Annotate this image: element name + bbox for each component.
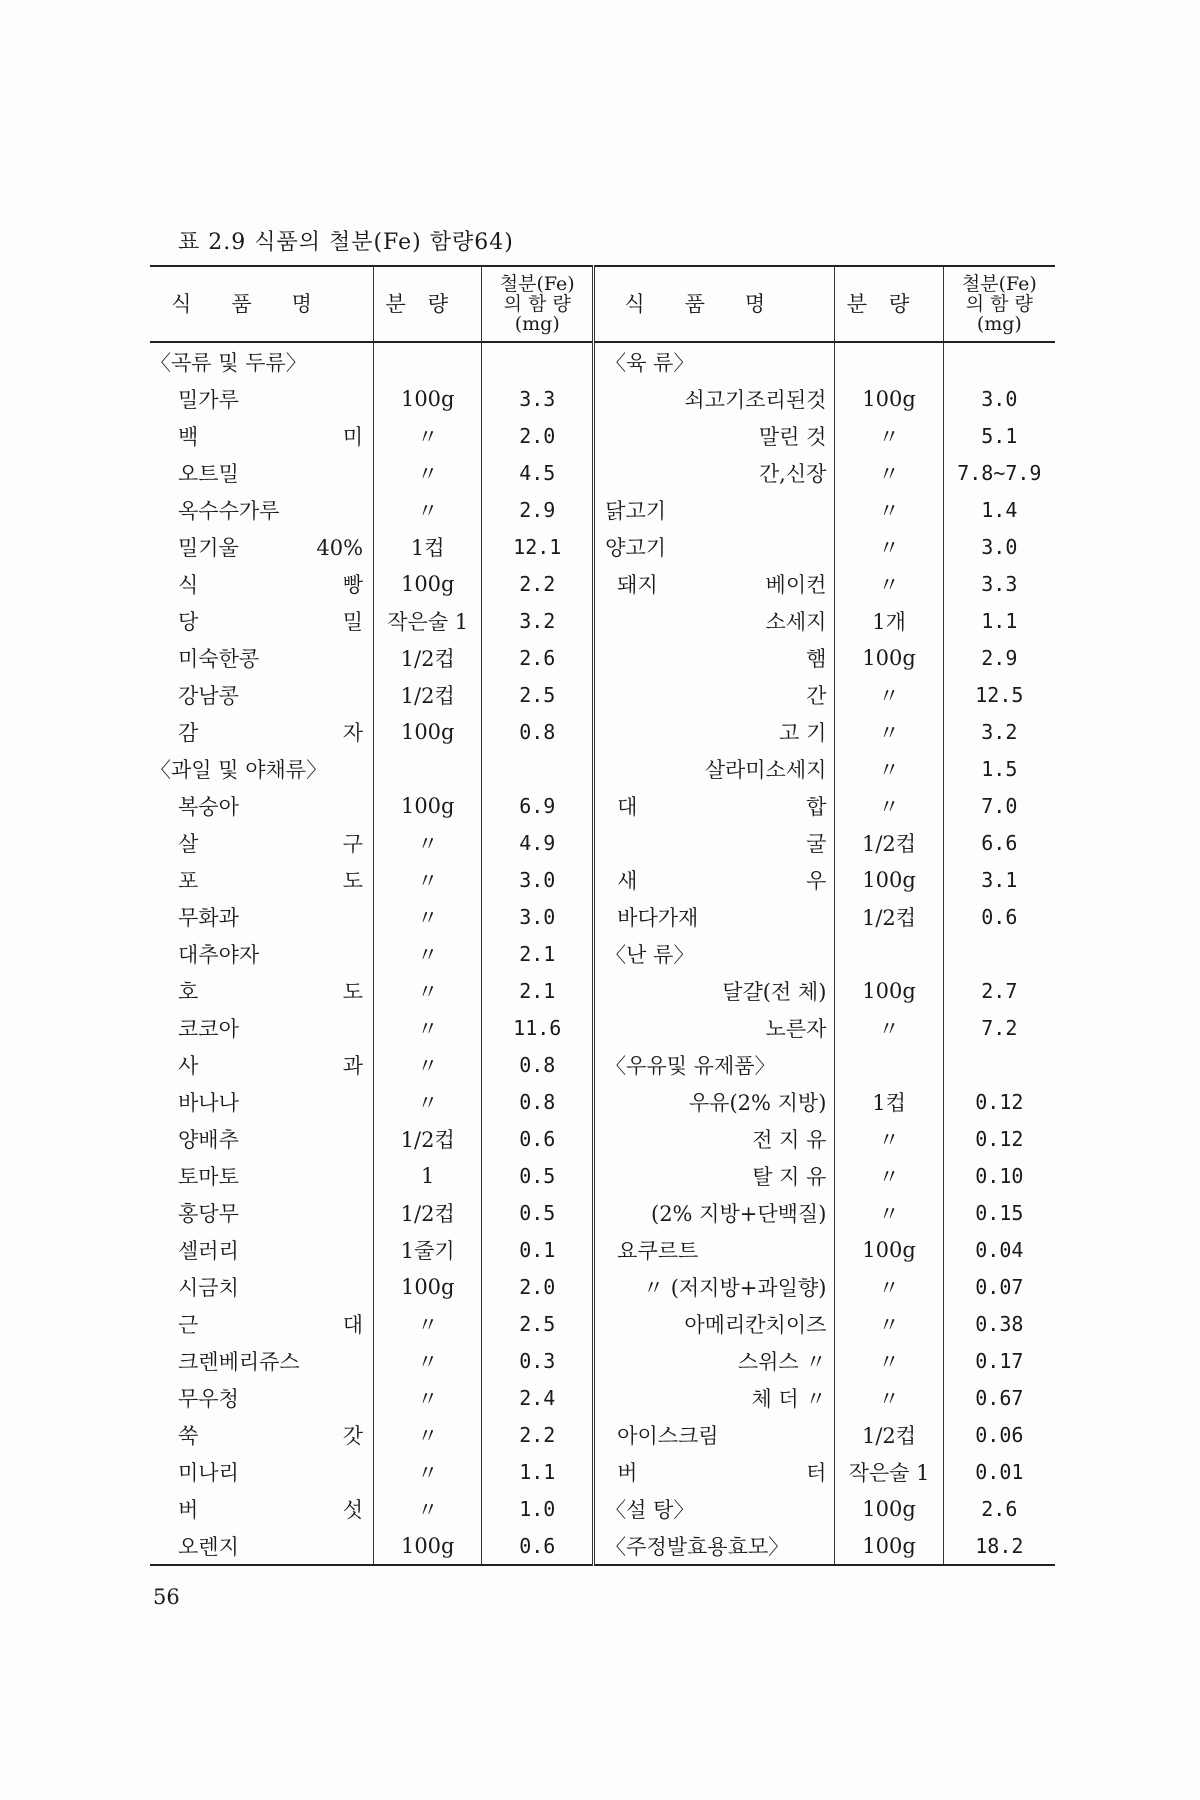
iron-cell: 3.0 [482,861,594,898]
food-name-cell-2: 〃 (저지방+과일향) [594,1268,835,1305]
iron-cell-2: 7.0 [943,787,1055,824]
amount-cell: 〃 [374,898,482,935]
food-name-cell-2: 말린 것 [594,417,835,454]
amount-cell: 1줄기 [374,1231,482,1268]
amount-cell: 1/2컵 [374,639,482,676]
amount-cell: 100g [374,565,482,602]
iron-cell-2: 0.38 [943,1305,1055,1342]
iron-cell: 0.8 [482,713,594,750]
food-name-cell: 포 도 [178,868,364,893]
amount-cell-2: 1/2컵 [835,1416,943,1453]
iron-cell-2: 2.6 [943,1490,1055,1527]
amount-cell: 〃 [374,824,482,861]
food-name-cell: 근 대 [178,1312,364,1337]
amount-cell: 1컵 [374,528,482,565]
food-name-cell-2: 살라미소세지 [594,750,835,787]
amount-cell: 〃 [374,417,482,454]
food-name-cell: 셀러리 [178,1238,239,1263]
table-body [150,342,1055,1565]
food-name-cell-2: (2% 지방+단백질) [594,1194,835,1231]
food-name-cell-2: 햄 [594,639,835,676]
amount-cell-2 [835,342,943,380]
iron-cell: 2.2 [482,565,594,602]
table-row [150,1231,1055,1268]
table-row [150,528,1055,565]
food-name-cell-2: 〈우유및 유제품〉 [594,1046,835,1083]
iron-cell [482,750,594,787]
iron-cell-2: 2.9 [943,639,1055,676]
food-name-cell-2: 탈 지 유 [594,1157,835,1194]
amount-cell-2: 100g [835,972,943,1009]
amount-cell-2: 〃 [835,528,943,565]
amount-cell: 〃 [374,1083,482,1120]
iron-content-table [150,265,1055,1566]
iron-cell-2 [943,935,1055,972]
iron-cell: 0.3 [482,1342,594,1379]
amount-cell-2: 100g [835,1231,943,1268]
iron-cell-2: 3.3 [943,565,1055,602]
iron-cell: 2.6 [482,639,594,676]
amount-cell-2: 〃 [835,491,943,528]
iron-cell-2: 0.07 [943,1268,1055,1305]
food-name-cell-2: 새 우 [594,861,835,898]
iron-cell: 11.6 [482,1009,594,1046]
table-row [150,676,1055,713]
food-name-cell-2: 아이스크림 [594,1416,835,1453]
iron-cell-2: 0.6 [943,898,1055,935]
food-name-cell-2: 버 터 [594,1453,835,1490]
amount-cell [374,750,482,787]
food-name-cell: 크렌베리쥬스 [178,1349,300,1374]
iron-cell-2: 0.12 [943,1120,1055,1157]
food-name-cell: 사 과 [178,1053,364,1078]
amount-cell: 1 [374,1157,482,1194]
food-name-cell-2: 〈육 류〉 [594,342,835,380]
amount-cell: 〃 [374,935,482,972]
iron-cell-2: 3.1 [943,861,1055,898]
iron-cell [482,342,594,380]
iron-cell: 2.1 [482,972,594,1009]
iron-cell: 4.9 [482,824,594,861]
header-food-name: 식품명 [150,266,374,342]
food-name-cell-2: 바다가재 [594,898,835,935]
amount-cell: 〃 [374,972,482,1009]
food-name-cell: 살 구 [178,831,364,856]
food-name-cell: 무화과 [178,905,239,930]
food-name-cell-2: 우유(2% 지방) [594,1083,835,1120]
iron-cell-2: 3.0 [943,528,1055,565]
food-name-cell: 밀가루 [178,387,239,412]
table-row [150,1379,1055,1416]
food-name-cell: 무우청 [178,1386,239,1411]
food-name-cell: 토마토 [178,1164,239,1189]
amount-cell-2: 〃 [835,454,943,491]
amount-cell: 〃 [374,1453,482,1490]
food-name-cell-2: 〈난 류〉 [594,935,835,972]
iron-cell: 2.0 [482,417,594,454]
table-row [150,1157,1055,1194]
amount-cell: 〃 [374,861,482,898]
food-name-cell-2: 〈설 탕〉 [594,1490,835,1527]
iron-cell: 3.3 [482,380,594,417]
iron-cell-2: 0.10 [943,1157,1055,1194]
food-name-cell: 오렌지 [150,1527,374,1565]
food-name-cell-2: 소세지 [594,602,835,639]
amount-cell: 1/2컵 [374,1194,482,1231]
amount-cell-2: 〃 [835,1379,943,1416]
amount-cell-2: 100g [835,1490,943,1527]
food-name-cell: 미나리 [178,1460,239,1485]
amount-cell-2: 1컵 [835,1083,943,1120]
food-name-cell-2: 아메리칸치이즈 [594,1305,835,1342]
food-name-cell: 홍당무 [178,1201,239,1226]
food-name-cell-2: 양고기 [594,528,835,565]
food-name-cell: 미숙한콩 [178,646,260,671]
iron-cell-2: 0.01 [943,1453,1055,1490]
food-name-cell-2: 체 더 〃 [594,1379,835,1416]
table-row [150,1194,1055,1231]
header-iron-2 [943,266,1055,342]
food-name-cell: 호 도 [178,979,364,1004]
amount-cell: 〃 [374,1379,482,1416]
iron-cell-2: 3.0 [943,380,1055,417]
iron-cell-2: 0.17 [943,1342,1055,1379]
amount-cell: 〃 [374,1490,482,1527]
amount-cell-2: 〃 [835,713,943,750]
iron-cell-2: 5.1 [943,417,1055,454]
food-name-cell-2: 대 합 [594,787,835,824]
iron-cell-2: 3.2 [943,713,1055,750]
amount-cell-2: 1개 [835,602,943,639]
header-iron [482,266,594,342]
table-row [150,454,1055,491]
header-amount-2: 분량 [835,266,943,342]
table-row [150,1268,1055,1305]
food-name-cell-2: 요쿠르트 [594,1231,835,1268]
iron-cell: 2.5 [482,676,594,713]
header-amount: 분량 [374,266,482,342]
food-name-cell-2: 굴 [594,824,835,861]
header-food-name-2: 식품명 [594,266,835,342]
header-iron-line2: 의 함 량 [503,293,571,315]
iron-cell-2: 0.15 [943,1194,1055,1231]
food-name-cell: 감 자 [178,720,364,745]
iron-cell: 0.5 [482,1157,594,1194]
table-row [150,750,1055,787]
table-row [150,491,1055,528]
food-name-cell-2: 돼지 베이컨 [594,565,835,602]
table-row [150,1453,1055,1490]
amount-cell: 〃 [374,491,482,528]
table-title: 표 2.9 식품의 철분(Fe) 함량64) [178,230,514,255]
iron-cell-2 [943,1046,1055,1083]
amount-cell: 〃 [374,1305,482,1342]
table-row [150,417,1055,454]
food-name-cell: 당 밀 [178,609,364,634]
amount-cell-2: 〃 [835,1268,943,1305]
food-name-cell-2: 닭고기 [594,491,835,528]
food-name-cell: 양배추 [178,1127,239,1152]
iron-cell: 1.1 [482,1453,594,1490]
food-name-cell: 복숭아 [178,794,239,819]
iron-cell: 2.4 [482,1379,594,1416]
amount-cell: 1/2컵 [374,1120,482,1157]
amount-cell: 100g [374,1527,482,1565]
iron-cell-2: 2.7 [943,972,1055,1009]
food-name-cell: 밀기울 40% [178,535,364,560]
amount-cell-2: 〃 [835,1342,943,1379]
amount-cell-2: 〃 [835,1305,943,1342]
food-name-cell-2: 간 [594,676,835,713]
amount-cell: 〃 [374,1416,482,1453]
iron-cell-2: 7.2 [943,1009,1055,1046]
table-row [150,972,1055,1009]
amount-cell: 〃 [374,454,482,491]
table-row [150,565,1055,602]
iron-cell-2: 0.12 [943,1083,1055,1120]
table-header-row [150,266,1055,342]
iron-cell-2: 7.8~7.9 [943,454,1055,491]
table-row [150,861,1055,898]
food-name-cell: 버 섯 [178,1497,364,1522]
iron-cell: 2.0 [482,1268,594,1305]
iron-cell: 3.0 [482,898,594,935]
table-row [150,1342,1055,1379]
food-name-cell-2: 고 기 [594,713,835,750]
iron-cell: 12.1 [482,528,594,565]
iron-cell: 0.5 [482,1194,594,1231]
table-row [150,1527,1055,1565]
food-name-cell-2: 노른자 [594,1009,835,1046]
table-row [150,824,1055,861]
table-row [150,787,1055,824]
amount-cell-2: 〃 [835,1157,943,1194]
amount-cell: 1/2컵 [374,676,482,713]
iron-cell: 2.5 [482,1305,594,1342]
food-name-cell-2: 전 지 유 [594,1120,835,1157]
amount-cell-2: 100g [835,861,943,898]
amount-cell-2 [835,935,943,972]
iron-cell-2: 12.5 [943,676,1055,713]
iron-cell: 0.8 [482,1083,594,1120]
header-iron-line3: (mg) [514,313,560,335]
table-row [150,1046,1055,1083]
amount-cell [374,342,482,380]
amount-cell-2: 〃 [835,676,943,713]
page-number: 56 [153,1585,180,1609]
table-row [150,1416,1055,1453]
food-name-cell: 쑥 갓 [178,1423,364,1448]
header-iron-line1: 철분(Fe) [499,273,575,295]
iron-cell: 0.6 [482,1527,594,1565]
food-name-cell: 백 미 [178,424,364,449]
table-row [150,380,1055,417]
amount-cell-2: 〃 [835,565,943,602]
amount-cell-2: 〃 [835,1120,943,1157]
amount-cell: 100g [374,1268,482,1305]
food-name-cell: 강남콩 [178,683,239,708]
food-name-cell-2: 〈주정발효용효모〉 [594,1527,835,1565]
table-row [150,342,1055,380]
iron-cell-2: 1.1 [943,602,1055,639]
amount-cell: 100g [374,713,482,750]
amount-cell: 100g [374,787,482,824]
amount-cell-2: 100g [835,1527,943,1565]
header-iron-line2: 의 함 량 [965,293,1033,315]
iron-cell: 2.9 [482,491,594,528]
iron-cell-2: 0.06 [943,1416,1055,1453]
table-row [150,1009,1055,1046]
amount-cell-2: 100g [835,380,943,417]
amount-cell-2: 작은술 1 [835,1453,943,1490]
iron-cell: 2.2 [482,1416,594,1453]
food-name-cell: 코코아 [178,1016,239,1041]
amount-cell: 〃 [374,1046,482,1083]
table-row [150,935,1055,972]
food-name-cell-2: 스위스 〃 [594,1342,835,1379]
amount-cell: 작은술 1 [374,602,482,639]
amount-cell-2: 〃 [835,787,943,824]
food-name-cell: 〈과일 및 야채류〉 [150,757,328,782]
iron-cell-2: 6.6 [943,824,1055,861]
iron-cell-2: 1.5 [943,750,1055,787]
iron-cell: 3.2 [482,602,594,639]
amount-cell: 〃 [374,1009,482,1046]
food-name-cell: 〈곡류 및 두류〉 [150,350,307,375]
table-row [150,1083,1055,1120]
amount-cell-2: 〃 [835,750,943,787]
table-row [150,1305,1055,1342]
amount-cell-2: 100g [835,639,943,676]
amount-cell-2: 〃 [835,417,943,454]
food-name-cell-2: 쇠고기조리된것 [594,380,835,417]
amount-cell-2: 1/2컵 [835,898,943,935]
food-name-cell: 옥수수가루 [178,498,280,523]
table-row [150,639,1055,676]
iron-cell: 2.1 [482,935,594,972]
food-name-cell: 바나나 [178,1090,239,1115]
amount-cell: 100g [374,380,482,417]
food-name-cell: 식 빵 [178,572,364,597]
iron-cell: 1.0 [482,1490,594,1527]
iron-cell: 0.1 [482,1231,594,1268]
header-iron-line3: (mg) [976,313,1022,335]
iron-cell: 6.9 [482,787,594,824]
amount-cell-2: 〃 [835,1009,943,1046]
amount-cell-2 [835,1046,943,1083]
iron-cell-2: 0.04 [943,1231,1055,1268]
table-row [150,898,1055,935]
iron-cell-2: 1.4 [943,491,1055,528]
food-name-cell-2: 간,신장 [594,454,835,491]
iron-cell-2: 18.2 [943,1527,1055,1565]
iron-cell: 0.6 [482,1120,594,1157]
header-iron-line1: 철분(Fe) [961,273,1037,295]
amount-cell-2: 1/2컵 [835,824,943,861]
table-row [150,1490,1055,1527]
food-name-cell: 시금치 [178,1275,239,1300]
amount-cell: 〃 [374,1342,482,1379]
table-row [150,713,1055,750]
food-name-cell-2: 달걀(전 체) [594,972,835,1009]
iron-cell: 0.8 [482,1046,594,1083]
food-name-cell: 대추야자 [178,942,260,967]
iron-cell-2: 0.67 [943,1379,1055,1416]
table-row [150,1120,1055,1157]
amount-cell-2: 〃 [835,1194,943,1231]
table-row [150,602,1055,639]
food-name-cell: 오트밀 [178,461,239,486]
iron-cell-2 [943,342,1055,380]
iron-cell: 4.5 [482,454,594,491]
